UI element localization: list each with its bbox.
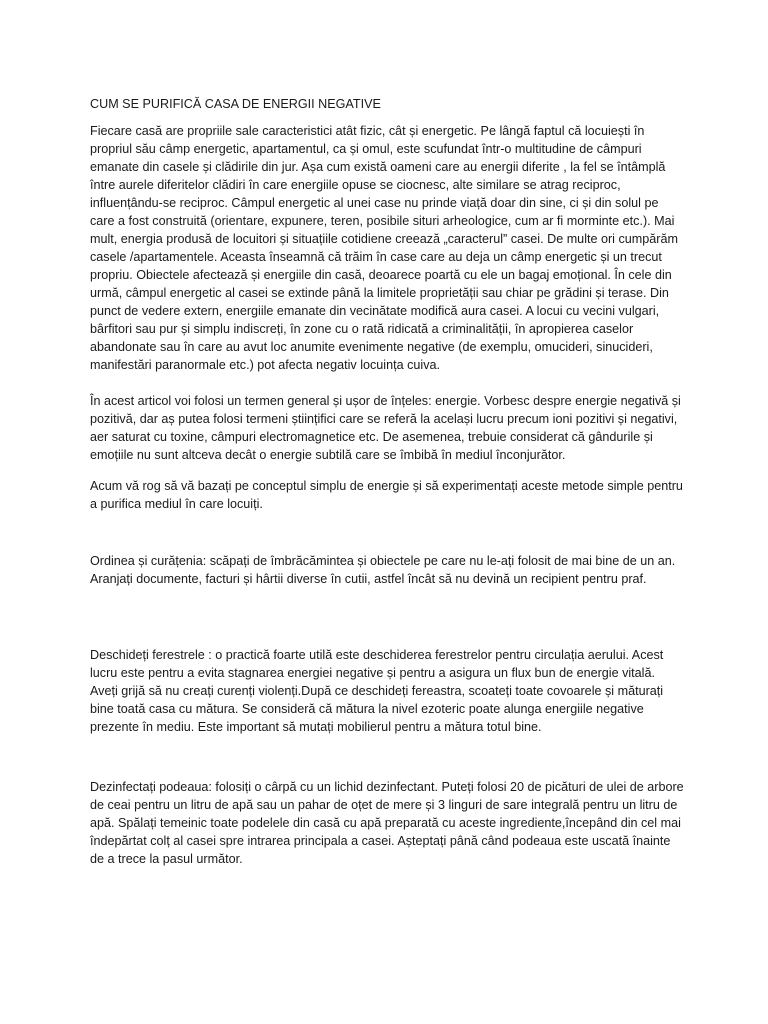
paragraph-order-cleanliness: Ordinea și curățenia: scăpați de îmbrăcămintea și obiectele pe care nu le-ați folosit de mai bine de un an. Aranjați documente, facturi și hârtii diverse în cutii, astfel încât să nu devină un recipient pentru praf. — [90, 554, 676, 586]
document-title: CUM SE PURIFICĂ CASA DE ENERGII NEGATIVE — [90, 97, 381, 111]
paragraph-methods-intro: Acum vă rog să vă bazați pe conceptul simplu de energie și să experimentați aceste metode simple pentru a purifica mediul în care locuiți. — [90, 479, 683, 511]
paragraph-intro: Fiecare casă are propriile sale caracteristici atât fizic, cât și energetic. Pe lângă faptul că locuiești în propriul său câmp energetic, apartamentul, ca și omul, este scufundat într-o multitudine de câmpuri emanate din casele și clădirile din jur. Așa cum există oameni care au energii diferite , la fel se întâmplă între aurele diferitelor clădiri în care energiile opuse se ciocnesc, alte similare se atrag reciproc, influențându-se reciproc. Câmpul energetic al unei case nu prinde viață doar din sine, ci și din solul pe care a fost construită (orientare, expunere, teren, posibile situri arheologice, cum ar fi morminte etc.). Mai mult, energia produsă de locuitori și situațiile cotidiene creează „caracterul” casei. De multe ori cumpărăm casele /apartamentele. Aceasta înseamnă că trăim în case care au deja un câmp energetic și un trecut propriu. Obiectele afectează și energiile din casă, deoarece poartă cu ele un bagaj emoțional. În cele din urmă, câmpul energetic al casei se extinde până la limitele proprietății sau chiar pe grădini și terase. Din punct de vedere extern, energiile emanate din vecinătate modifică aura casei. A locui cu vecini vulgari, bârfitori sau pur și simplu indiscreți, în zone cu o rată ridicată a criminalității, în apropierea caselor abandonate sau în care au avut loc anumite evenimente negative (de exemplu, omucideri, sinucideri, manifestări paranormale etc.) pot afecta negativ locuința cuiva. — [90, 124, 678, 372]
paragraph-disinfect-floor: Dezinfectați podeaua: folosiți o cârpă cu un lichid dezinfectant. Puteți folosi 20 de picături de ulei de arbore de ceai pentru un litru de apă sau un pahar de oțet de mere și 3 linguri de sare integrală pentru un litru de apă. Spălați temeinic toate podelele din casă cu apă preparată cu aceste ingrediente,începând din cel mai îndepărtat colț al casei spre intrarea principala a casei. Așteptați până când podeaua este uscată înainte de a trece la pasul următor. — [90, 780, 684, 866]
paragraph-energy-term: În acest articol voi folosi un termen general și ușor de înțeles: energie. Vorbesc despre energie negativă și pozitivă, dar aș putea folosi termeni științifici care se referă la același lucru precum ioni pozitivi și negativi, aer saturat cu toxine, câmpuri electromagnetice etc. De asemenea, trebuie considerat că gândurile și emoțiile nu sunt altceva decât o energie subtilă care se îmbibă în mediul înconjurător. — [90, 394, 681, 462]
paragraph-open-windows: Deschideți ferestrele : o practică foarte utilă este deschiderea ferestrelor pentru circulația aerului. Acest lucru este pentru a evita stagnarea energiei negative și pentru a asigura un flux bun de energie vitală. Aveți grijă să nu creați curenți violenți.După ce deschideți fereastra, scoateți toate covoarele și măturați bine toată casa cu mătura. Se consideră că mătura la nivel ezoteric poate alunga energiile negative prezente în mediu. Este important să mutați mobilierul pentru a mătura totul bine. — [90, 648, 664, 734]
